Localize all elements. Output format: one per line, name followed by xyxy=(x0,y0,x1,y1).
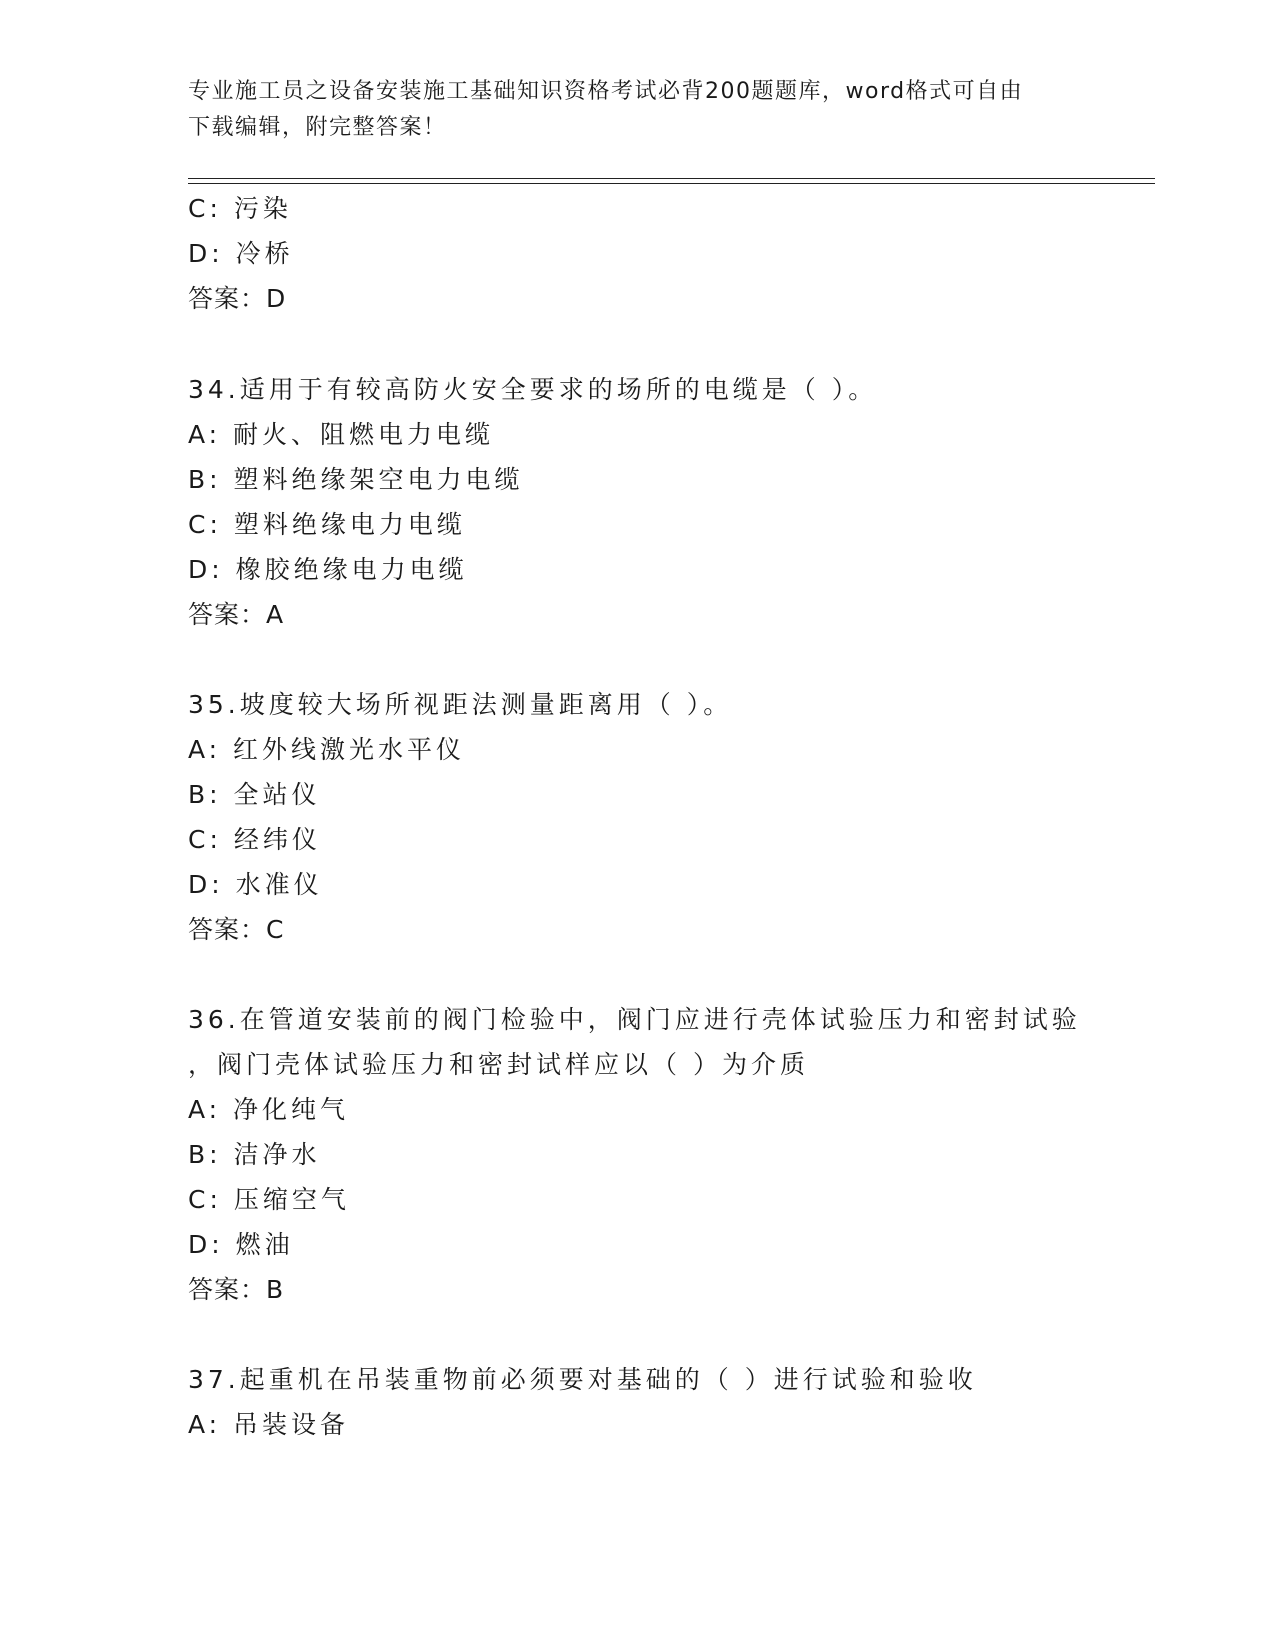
q34-option-b: B: 塑料绝缘架空电力电缆 xyxy=(188,465,524,494)
q34-option-a: A: 耐火、阻燃电力电缆 xyxy=(188,420,495,449)
q37-stem: 37.起重机在吊装重物前必须要对基础的（ ）进行试验和验收 xyxy=(188,1365,977,1394)
q34-option-d: D: 橡胶绝缘电力电缆 xyxy=(188,555,468,584)
q36-stem-line-1: 36.在管道安装前的阀门检验中，阀门应进行壳体试验压力和密封试验 xyxy=(188,1005,1081,1034)
q36-option-d: D: 燃油 xyxy=(188,1230,294,1259)
q34-option-c: C: 塑料绝缘电力电缆 xyxy=(188,510,466,539)
header-line-1: 专业施工员之设备安装施工基础知识资格考试必背200题题库，word格式可自由 xyxy=(188,79,1024,104)
q36-answer: 答案：B xyxy=(188,1275,285,1304)
q35-answer: 答案：C xyxy=(188,915,285,944)
header-divider-bottom xyxy=(188,183,1155,184)
q36-stem-line-2: ，阀门壳体试验压力和密封试样应以（ ）为介质 xyxy=(188,1050,809,1079)
q35-stem: 35.坡度较大场所视距法测量距离用（ ）。 xyxy=(188,690,733,719)
q36-option-a: A: 净化纯气 xyxy=(188,1095,350,1124)
q35-option-d: D: 水准仪 xyxy=(188,870,323,899)
header-line-2: 下载编辑，附完整答案！ xyxy=(188,115,447,140)
q34-answer: 答案：A xyxy=(188,600,285,629)
q33-answer: 答案：D xyxy=(188,284,287,313)
q36-option-b: B: 洁净水 xyxy=(188,1140,321,1169)
q33-option-c: C: 污染 xyxy=(188,194,292,223)
header-divider-top xyxy=(188,178,1155,179)
q37-option-a: A: 吊装设备 xyxy=(188,1410,350,1439)
q35-option-c: C: 经纬仪 xyxy=(188,825,321,854)
q35-option-a: A: 红外线激光水平仪 xyxy=(188,735,466,764)
q36-option-c: C: 压缩空气 xyxy=(188,1185,350,1214)
q35-option-b: B: 全站仪 xyxy=(188,780,321,809)
document-header xyxy=(188,74,1068,146)
q34-stem: 34.适用于有较高防火安全要求的场所的电缆是（ ）。 xyxy=(188,375,878,404)
q33-option-d: D: 冷桥 xyxy=(188,239,294,268)
